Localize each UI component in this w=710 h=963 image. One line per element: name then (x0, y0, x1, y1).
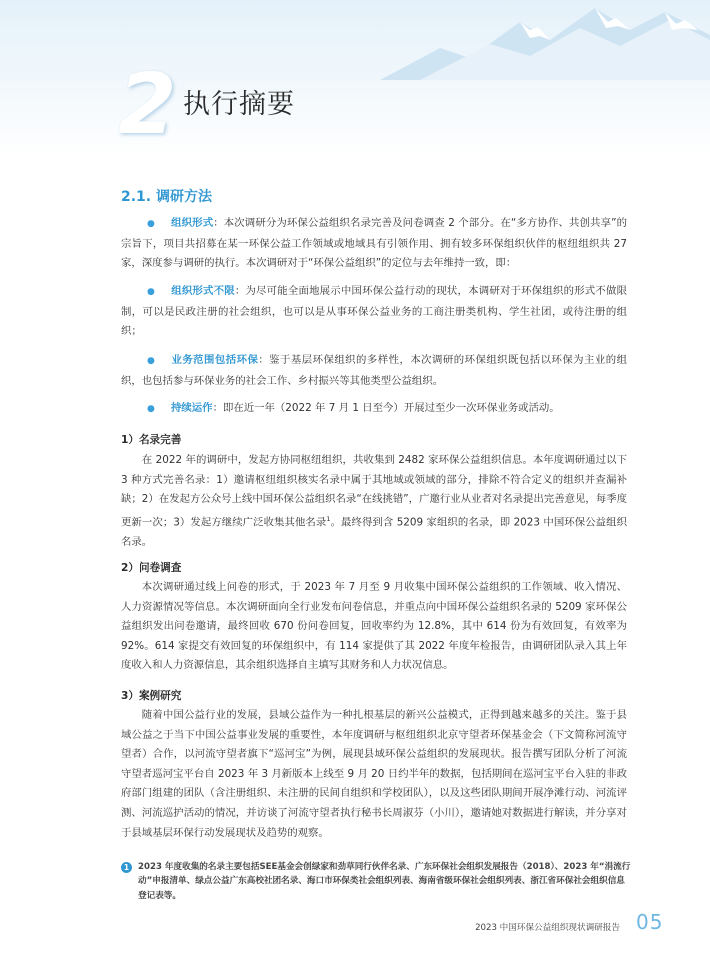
footnote-ref: 1 (326, 514, 331, 523)
subsection-heading-directory: 1）名录完善 (121, 434, 182, 446)
directory-paragraph (121, 451, 627, 552)
survey-paragraph: 本次调研通过线上问卷的形式，于 2023 年 7 月至 9 月收集中国环保公益组织的工作领域、收入情况、人力资源情况等信息。本次调研面向全行业发布问卷信息，并重点向中国环保公益组织名录的 5209 家环保公益组织发出问卷邀请，最终回收 670 份问卷回复，回收率约为 12.8%，其中 614 份为有效回复，有效率为 92%。614 家提交有效回复的环保组织中，有 114 家提供了其 2022 年度年检报告，由调研团队录入其上年度收入和人力资源信息，其余组织选择自主填写其财务和人力状况信息。 (121, 581, 627, 672)
chapter-title: 执行摘要 (183, 89, 295, 120)
bullet-dot-icon: ● (147, 287, 155, 297)
snow-mountain-illustration (380, 0, 710, 80)
bullet-label: 持续运作 (171, 402, 213, 414)
header-banner (0, 0, 710, 158)
bullet-text: ：本次调研分为环保公益组织名录完善及问卷调查 2 个部分。在“多方协作、共创共享”的宗旨下，项目共招募在某一环保公益工作领域或地域具有引领作用、拥有较多环保组织伙伴的枢纽组织共 27 家，深度参与调研的执行。本次调研对于“环保公益组织”的定位与去年维持一致，即： (121, 217, 627, 270)
footer-report-title: 2023 中国环保公益组织现状调研报告 (475, 923, 620, 933)
bullet-label: 业务范围包括环保 (171, 354, 259, 366)
bullet-paragraph-1 (121, 214, 627, 274)
subsection-heading-survey: 2）问卷调查 (121, 562, 182, 574)
bullet-text: ：即在近一年（2022 年 7 月 1 日至今）开展过至少一次环保业务或活动。 (212, 402, 560, 414)
section-title: 2.1. 调研方法 (121, 189, 212, 205)
directory-text-end: 。最终得到含 5209 家组织的名录，即 2023 中国环保公益组织名录。 (121, 516, 627, 548)
bullet-dot-icon: ● (147, 219, 155, 229)
bullet-text: ：鉴于基层环保组织的多样性，本次调研的环保组织既包括以环保为主业的组织，也包括参与环保业务的社会工作、乡村振兴等其他类型公益组织。 (121, 354, 628, 387)
footnote (121, 860, 631, 903)
chapter-number: 2 (118, 55, 177, 153)
bullet-label: 组织形式 (171, 217, 214, 229)
directory-text: 在 2022 年的调研中，发起方协同枢纽组织，共收集到 2482 家环保公益组织信息。本年度调研通过以下 3 种方式完善名录：1）邀请枢纽组织核实名录中属于其地域或领域的部分，排除不符合定义的组织并查漏补缺；2）在发起方公众号上线中国环保公益组织名录“在线挑错”，广邀行业从业者对名录提出完善意见，每季度更新一次；3）发起方继续广泛收集其他名录 (121, 454, 627, 529)
bullet-dot-icon: ● (147, 404, 155, 414)
page-number: 05 (636, 910, 664, 934)
bullet-text: ：为尽可能全面地展示中国环保公益行动的现状，本调研对于环保组织的形式不做限制，可以是民政注册的社会组织，也可以是从事环保公益业务的工商注册类机构、学生社团，或待注册的组织； (121, 285, 627, 338)
bullet-paragraph-4 (121, 399, 627, 420)
bullet-dot-icon: ● (147, 356, 155, 366)
case-study-paragraph: 随着中国公益行业的发展，县域公益作为一种扎根基层的新兴公益模式，正得到越来越多的关注。鉴于县域公益之于当下中国公益事业发展的重要性，本年度调研与枢纽组织北京守望者环保基金会（下文简称河流守望者）合作，以河流守望者旗下“巡河宝”为例，展现县域环保公益组织的发展现状。报告撰写团队分析了河流守望者巡河宝平台自 2023 年 3 月新版本上线至 9 月 20 日约半年的数据，包括期间在巡河宝平台入驻的非政府部门组建的团队（含注册组织、未注册的民间自组织和学校团队），以及这些团队期间开展净滩行动、河流评测、河流巡护活动的情况，并访谈了河流守望者执行秘书长周淑芬（小川），邀请她对数据进行解读，并分享对于县域基层环保行动发展现状及趋势的观察。 (121, 709, 627, 839)
subsection-heading-case-study: 3）案例研究 (121, 690, 182, 702)
bullet-paragraph-3 (121, 351, 627, 391)
footnote-number-badge: 1 (121, 862, 132, 873)
bullet-label: 组织形式不限 (171, 285, 235, 297)
bullet-paragraph-2 (121, 282, 627, 342)
footnote-text: 2023 年度收集的名录主要包括SEE基金会创绿家和劲草同行伙伴名录、广东环保社会组织发展报告（2018）、2023 年“涓流行动”申报清单、绿点公益广东高校社团名录、海口市环保类社会组织列表、海南省级环保社会组织列表、浙江省环保社会组织信息登记表等。 (138, 862, 631, 901)
